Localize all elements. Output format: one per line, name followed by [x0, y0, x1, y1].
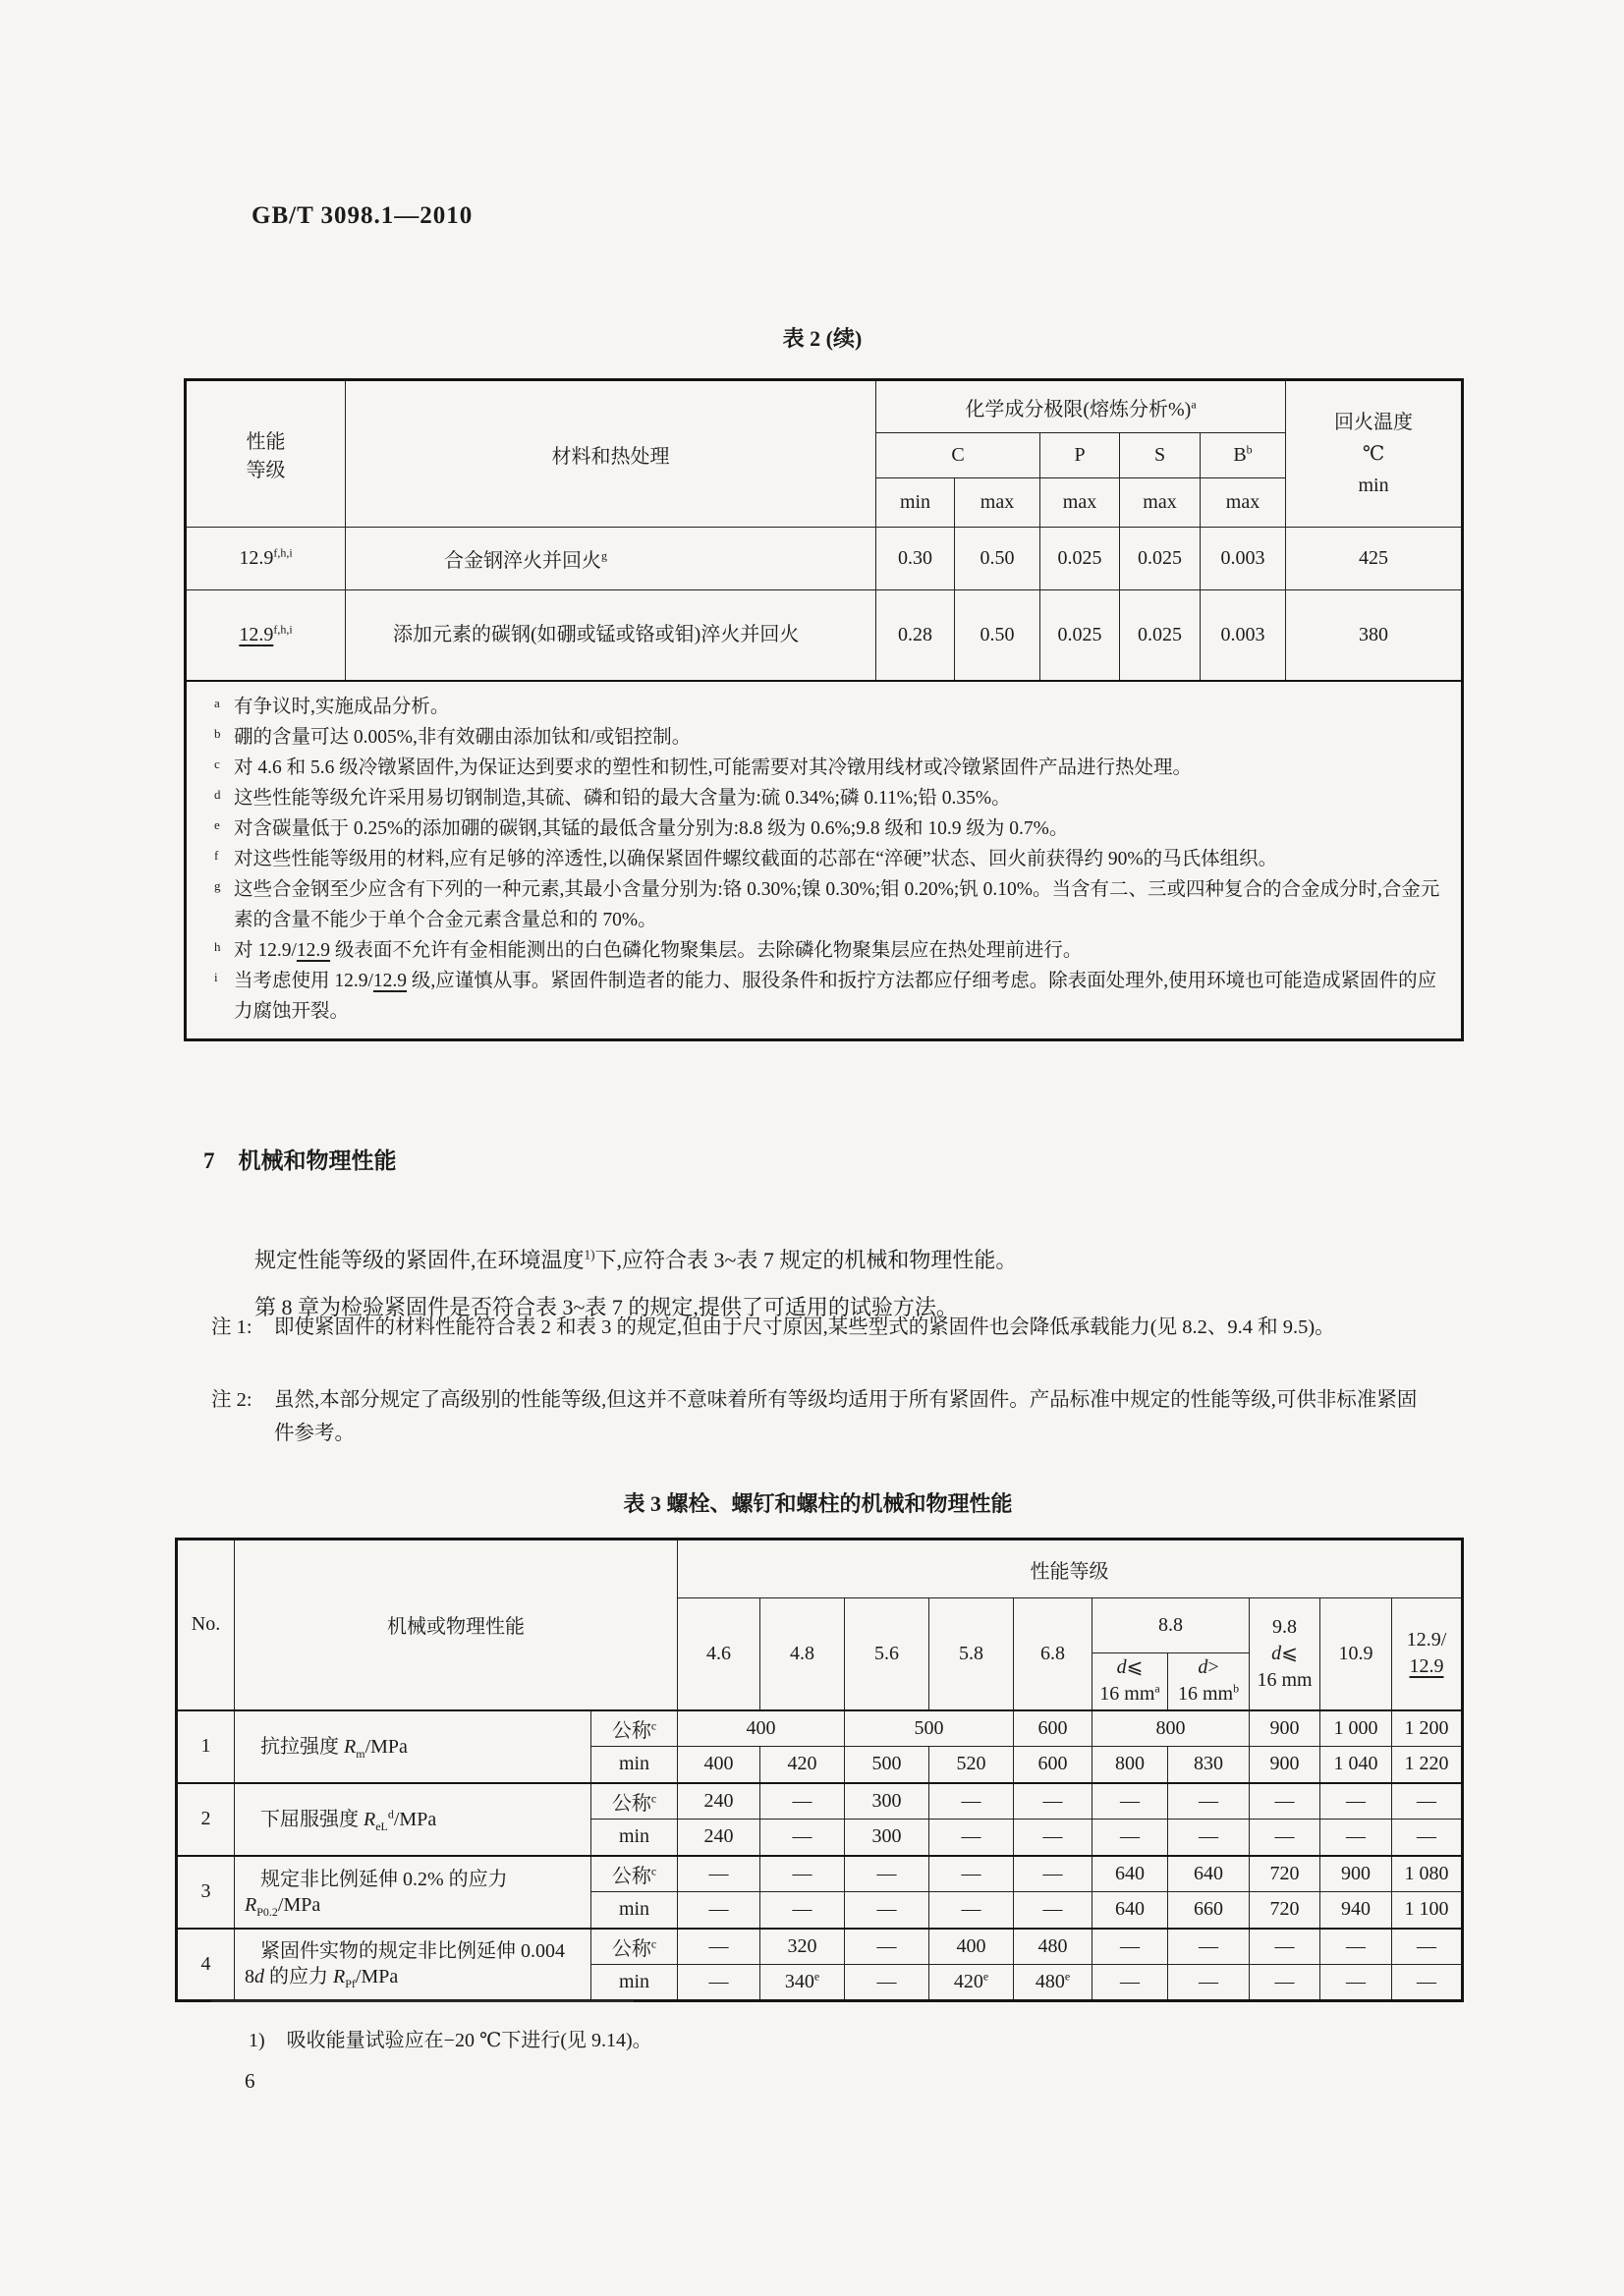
- footnote-marker: f: [214, 847, 219, 863]
- t2-header-b-max: max: [1201, 478, 1286, 528]
- t3-value: —: [1250, 1965, 1320, 2001]
- t3-value: 940: [1320, 1892, 1392, 1929]
- t3-value: 420e: [929, 1965, 1014, 2001]
- table3-mechanical-properties: [175, 1538, 1464, 2002]
- t3-value: 340e: [760, 1965, 845, 2001]
- footnote-text: 这些合金钢至少应含有下列的一种元素,其最小含量分别为:铬 0.30%;镍 0.30%;钼 0.20%;钒 0.10%。当含有二、三或四种复合的合金成分时,合金元素的含量不能少于单个合金元素含量总和的 70%。: [234, 878, 1440, 930]
- t3-value: 400: [678, 1747, 760, 1783]
- table-row: [186, 528, 1463, 590]
- t3-value: —: [845, 1856, 929, 1892]
- t3-value: 240: [678, 1820, 760, 1856]
- t3-row-label: min: [591, 1747, 678, 1783]
- t3-header-grade-6-8: 6.8: [1014, 1598, 1092, 1710]
- t3-value: —: [678, 1856, 760, 1892]
- table3-title: 表 3 螺栓、螺钉和螺柱的机械和物理性能: [623, 1491, 1013, 1516]
- table-row: [186, 590, 1463, 681]
- t3-value: —: [1014, 1892, 1092, 1929]
- t3-value: —: [1250, 1820, 1320, 1856]
- t2-temper-value: 425: [1286, 528, 1463, 590]
- note-label: 注 2:: [211, 1389, 252, 1411]
- t3-value: 400: [678, 1710, 845, 1747]
- t3-value: —: [1320, 1820, 1392, 1856]
- footnote-text: 有争议时,实施成品分析。: [234, 696, 450, 717]
- t3-value: —: [1392, 1965, 1463, 2001]
- t3-header-grade-4-6: 4.6: [678, 1598, 760, 1710]
- table-row: [177, 1710, 1463, 1747]
- t3-value: —: [1320, 1929, 1392, 1965]
- footnote-a: [212, 692, 1443, 722]
- t3-row-label: min: [591, 1965, 678, 2001]
- footnote-marker: b: [214, 725, 221, 741]
- table-row: [177, 1540, 1463, 1598]
- page-footnote-label: 1): [249, 2030, 265, 2051]
- t3-value: 240: [678, 1783, 760, 1820]
- t3-value: —: [1392, 1783, 1463, 1820]
- t3-row-label: 公称$^c$: [591, 1856, 678, 1892]
- t2-b-max-value: 0.003: [1201, 528, 1286, 590]
- t3-value: 500: [845, 1747, 929, 1783]
- t3-value: —: [678, 1929, 760, 1965]
- t3-value: —: [1014, 1783, 1092, 1820]
- t3-row-label: min: [591, 1892, 678, 1929]
- footnote-marker: g: [214, 877, 221, 893]
- t3-value: 720: [1250, 1856, 1320, 1892]
- paragraph: 规定性能等级的紧固件,在环境温度$^{1)}$下,应符合表 3~表 7 规定的机械和物理性能。: [254, 1247, 1018, 1272]
- t3-header-grade-9-8: 9.8 d⩽ 16 mm: [1250, 1598, 1320, 1710]
- t3-header-grade-span: 性能等级: [678, 1540, 1463, 1598]
- footnote-text: 硼的含量可达 0.005%,非有效硼由添加钛和/或铝控制。: [234, 726, 692, 748]
- t3-value: —: [760, 1820, 845, 1856]
- table2-chemical-composition: [184, 378, 1464, 1041]
- t2-p-max-value: 0.025: [1040, 590, 1120, 681]
- t3-value: 900: [1250, 1710, 1320, 1747]
- t3-property: 抗拉强度 $R_m$/MPa: [235, 1710, 591, 1783]
- footnote-marker: c: [214, 756, 220, 771]
- t3-header-grade-4-8: 4.8: [760, 1598, 845, 1710]
- t3-value: 830: [1168, 1747, 1250, 1783]
- t2-temper-value: 380: [1286, 590, 1463, 681]
- t3-value: —: [1168, 1820, 1250, 1856]
- t2-header-grade: 性能 等级: [186, 380, 346, 528]
- t3-value: 520: [929, 1747, 1014, 1783]
- t2-grade-value: 12.9$^{f,h,i}$: [186, 528, 346, 590]
- t3-row-label: 公称$^c$: [591, 1783, 678, 1820]
- footnote-text: 对这些性能等级用的材料,应有足够的淬透性,以确保紧固件螺纹截面的芯部在“淬硬”状态、回火前获得约 90%的马氏体组织。: [234, 848, 1278, 869]
- t3-value: —: [1250, 1783, 1320, 1820]
- t3-header-property: 机械或物理性能: [235, 1540, 678, 1710]
- t3-value: 1 080: [1392, 1856, 1463, 1892]
- footnote-marker: a: [214, 695, 220, 710]
- footnote-i: [212, 966, 1443, 1027]
- t3-value: 300: [845, 1783, 929, 1820]
- t2-header-material: 材料和热处理: [346, 380, 876, 528]
- t3-value: 480: [1014, 1929, 1092, 1965]
- footnote-text: 对 4.6 和 5.6 级冷镦紧固件,为保证达到要求的塑性和韧性,可能需要对其冷镦用线材或冷镦紧固件产品进行热处理。: [234, 756, 1193, 778]
- t3-value: —: [1168, 1929, 1250, 1965]
- t2-header-p-max: max: [1040, 478, 1120, 528]
- t3-property: 规定非比例延伸 0.2% 的应力 $R_{P0.2}$/MPa: [235, 1856, 591, 1929]
- page-footnote: [249, 2024, 652, 2052]
- t3-value: —: [1092, 1965, 1168, 2001]
- footnote-text: 对含碳量低于 0.25%的添加硼的碳钢,其锰的最低含量分别为:8.8 级为 0.6%;9.8 级和 10.9 级为 0.7%。: [234, 817, 1069, 839]
- t3-header-grade-10-9: 10.9: [1320, 1598, 1392, 1710]
- table-row: [177, 1856, 1463, 1892]
- t2-b-max-value: 0.003: [1201, 590, 1286, 681]
- t3-value: 640: [1092, 1856, 1168, 1892]
- t3-value: —: [845, 1929, 929, 1965]
- section-7-heading: [203, 1143, 397, 1175]
- t2-header-s-max: max: [1120, 478, 1201, 528]
- t3-header-no: No.: [177, 1540, 235, 1710]
- t3-value: —: [1014, 1856, 1092, 1892]
- t3-no: 2: [177, 1783, 235, 1856]
- t3-value: —: [678, 1965, 760, 2001]
- t3-value: 660: [1168, 1892, 1250, 1929]
- footnote-b: [212, 722, 1443, 753]
- t2-header-c-min: min: [876, 478, 955, 528]
- t3-value: —: [760, 1892, 845, 1929]
- t2-c-min-value: 0.30: [876, 528, 955, 590]
- t3-value: —: [760, 1783, 845, 1820]
- t3-value: 400: [929, 1929, 1014, 1965]
- t3-value: 900: [1250, 1747, 1320, 1783]
- standard-number: GB/T 3098.1—2010: [252, 202, 474, 229]
- t3-row-label: 公称$^c$: [591, 1710, 678, 1747]
- t2-header-b: $B^b$: [1201, 433, 1286, 478]
- t2-s-max-value: 0.025: [1120, 590, 1201, 681]
- section-number: 7: [203, 1148, 215, 1173]
- t3-value: —: [678, 1892, 760, 1929]
- note-text: 即使紧固件的材料性能符合表 2 和表 3 的规定,但由于尺寸原因,某些型式的紧固件也会降低承载能力(见 8.2、9.4 和 9.5)。: [274, 1316, 1335, 1338]
- t3-no: 4: [177, 1929, 235, 2001]
- t3-header-8-8-d-gt-16: d> 16 $mm^b$: [1168, 1653, 1250, 1710]
- t3-value: —: [929, 1856, 1014, 1892]
- t2-c-min-value: 0.28: [876, 590, 955, 681]
- footnote-g: [212, 874, 1443, 935]
- t2-header-c: C: [876, 433, 1040, 478]
- t3-value: —: [1092, 1783, 1168, 1820]
- footnote-marker: i: [214, 969, 218, 984]
- t3-value: —: [1250, 1929, 1320, 1965]
- t3-value: 640: [1092, 1892, 1168, 1929]
- t3-header-8-8-d-le-16: d⩽ 16 $mm^a$: [1092, 1653, 1168, 1710]
- footnote-c: [212, 753, 1443, 783]
- t3-value: 800: [1092, 1710, 1250, 1747]
- t3-value: 600: [1014, 1710, 1092, 1747]
- t3-value: —: [929, 1820, 1014, 1856]
- note-label: 注 1:: [211, 1316, 252, 1338]
- t2-footnotes: [186, 681, 1463, 1040]
- t3-header-grade-12-9: 12.9/ 12.9: [1392, 1598, 1463, 1710]
- footnote-text: 当考虑使用 12.9/12.9 级,应谨慎从事。紧固件制造者的能力、服役条件和扳拧方法都应仔细考虑。除表面处理外,使用环境也可能造成紧固件的应力腐蚀开裂。: [234, 970, 1437, 1022]
- footnote-e: [212, 813, 1443, 844]
- t3-header-grade-8-8: 8.8: [1092, 1598, 1250, 1653]
- table-row: [177, 1783, 1463, 1820]
- table-row: [186, 380, 1463, 433]
- t2-header-chem-span: 化学成分极限(熔炼分析%)$^a$: [876, 380, 1286, 433]
- footnote-text: 这些性能等级允许采用易切钢制造,其硫、磷和铅的最大含量为:硫 0.34%;磷 0.11%;铅 0.35%。: [234, 787, 1011, 809]
- t3-value: 1 100: [1392, 1892, 1463, 1929]
- footnote-marker: e: [214, 816, 220, 832]
- t3-property: 紧固件实物的规定非比例延伸 0.004 8d 的应力 $R_{Pf}$/MPa: [235, 1929, 591, 2001]
- footnote-divider: [211, 2000, 634, 2002]
- t3-value: 500: [845, 1710, 1014, 1747]
- t3-value: —: [929, 1892, 1014, 1929]
- footnote-f: [212, 844, 1443, 874]
- t3-value: 420: [760, 1747, 845, 1783]
- t2-header-c-max: max: [955, 478, 1040, 528]
- t3-value: —: [1014, 1820, 1092, 1856]
- t3-property: 下屈服强度 $R_{eL}^d$/MPa: [235, 1783, 591, 1856]
- t3-value: 1 000: [1320, 1710, 1392, 1747]
- t3-header-grade-5-8: 5.8: [929, 1598, 1014, 1710]
- table-row: [186, 681, 1463, 1040]
- t3-value: 900: [1320, 1856, 1392, 1892]
- t3-value: —: [760, 1856, 845, 1892]
- footnote-marker: h: [214, 938, 221, 954]
- t3-value: —: [1320, 1783, 1392, 1820]
- t3-value: —: [929, 1783, 1014, 1820]
- t2-p-max-value: 0.025: [1040, 528, 1120, 590]
- t3-value: —: [1320, 1965, 1392, 2001]
- t2-c-max-value: 0.50: [955, 528, 1040, 590]
- t3-value: 640: [1168, 1856, 1250, 1892]
- t3-value: 600: [1014, 1747, 1092, 1783]
- t2-header-temper: 回火温度 ℃ min: [1286, 380, 1463, 528]
- t3-row-label: 公称$^c$: [591, 1929, 678, 1965]
- page-number: 6: [245, 2069, 255, 2093]
- page-footnote-text: 吸收能量试验应在−20 ℃下进行(见 9.14)。: [286, 2030, 652, 2051]
- section-title: 机械和物理性能: [238, 1148, 397, 1173]
- t3-value: —: [1168, 1965, 1250, 2001]
- t3-header-grade-5-6: 5.6: [845, 1598, 929, 1710]
- t3-value: 320: [760, 1929, 845, 1965]
- t2-material-value: 合金钢淬火并回火$^g$: [346, 528, 876, 590]
- t3-value: —: [1168, 1783, 1250, 1820]
- footnote-d: [212, 783, 1443, 813]
- t3-value: 480e: [1014, 1965, 1092, 2001]
- paragraph: 第 8 章为检验紧固件是否符合表 3~表 7 的规定,提供了可适用的试验方法。: [254, 1295, 958, 1319]
- t2-header-s: S: [1120, 433, 1201, 478]
- t3-value: 1 220: [1392, 1747, 1463, 1783]
- table-row: [177, 1929, 1463, 1965]
- t3-value: —: [1092, 1820, 1168, 1856]
- t2-header-p: P: [1040, 433, 1120, 478]
- t3-value: 300: [845, 1820, 929, 1856]
- t3-value: 720: [1250, 1892, 1320, 1929]
- t3-value: —: [845, 1965, 929, 2001]
- t3-value: 800: [1092, 1747, 1168, 1783]
- t3-no: 3: [177, 1856, 235, 1929]
- t2-grade-value: 12.9$^{f,h,i}$: [186, 590, 346, 681]
- footnote-text: 对 12.9/12.9 级表面不允许有金相能测出的白色磷化物聚集层。去除磷化物聚集层应在热处理前进行。: [234, 939, 1083, 961]
- t3-row-label: min: [591, 1820, 678, 1856]
- t2-c-max-value: 0.50: [955, 590, 1040, 681]
- table2-title: 表 2 (续): [782, 326, 863, 351]
- footnote-h: [212, 935, 1443, 966]
- t3-value: 1 200: [1392, 1710, 1463, 1747]
- t3-value: —: [1392, 1820, 1463, 1856]
- t3-value: 1 040: [1320, 1747, 1392, 1783]
- t2-material-value: 添加元素的碳钢(如硼或锰或铬或钼)淬火并回火: [346, 590, 876, 681]
- note-2: [211, 1383, 1429, 1450]
- t2-s-max-value: 0.025: [1120, 528, 1201, 590]
- t3-value: —: [1092, 1929, 1168, 1965]
- t3-no: 1: [177, 1710, 235, 1783]
- t3-value: —: [845, 1892, 929, 1929]
- note-1: [211, 1311, 1429, 1344]
- footnote-marker: d: [214, 786, 221, 802]
- note-text: 虽然,本部分规定了高级别的性能等级,但这并不意味着所有等级均适用于所有紧固件。产品标准中规定的性能等级,可供非标准紧固件参考。: [274, 1389, 1418, 1444]
- t3-value: —: [1392, 1929, 1463, 1965]
